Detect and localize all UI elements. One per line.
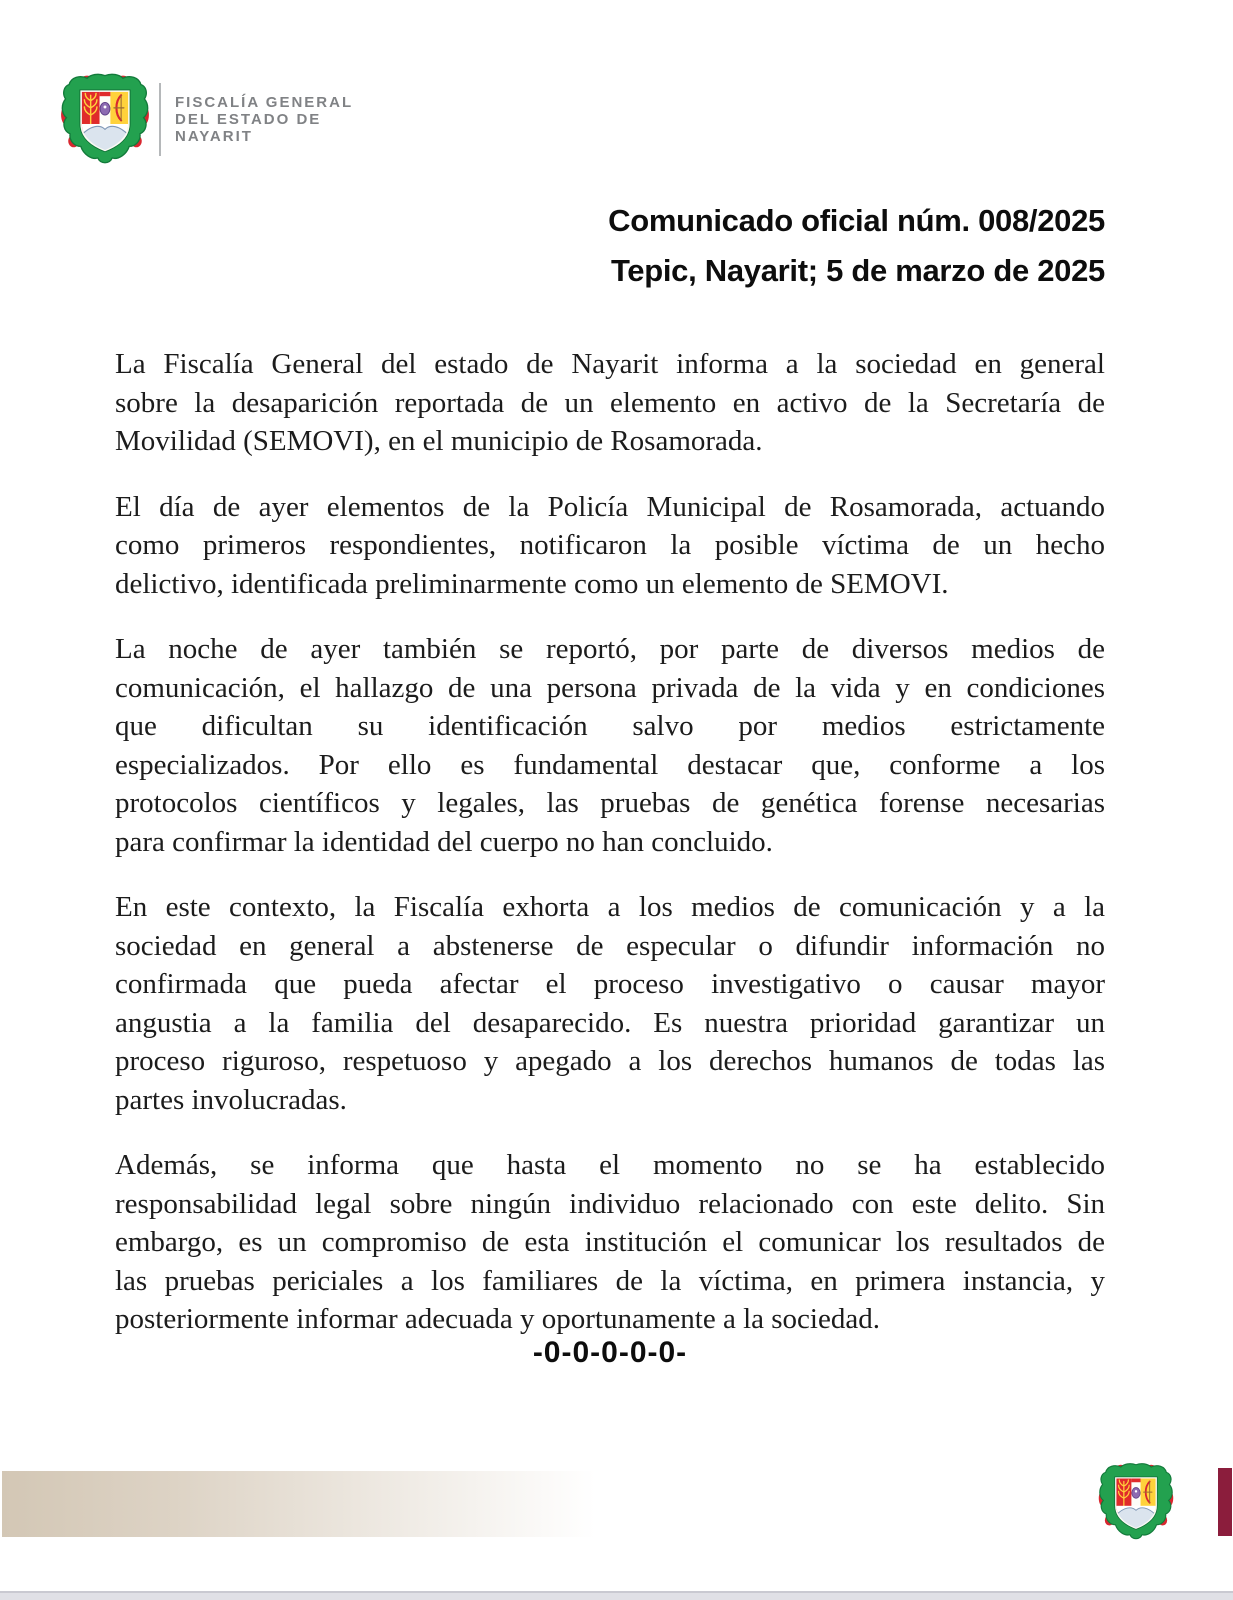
text-line: angustia a la familia del desaparecido. Es nuestra prioridad garantizar un [115,1006,1105,1039]
title-line-number: Comunicado oficial núm. 008/2025 [608,203,1105,238]
nayarit-crest-icon [60,72,150,167]
footer-maroon-bar [1218,1468,1232,1536]
text-line: delictivo, identificada preliminarmente como un elemento de SEMOVI. [115,567,949,600]
title-line-dateline: Tepic, Nayarit; 5 de marzo de 2025 [610,253,1105,288]
text-line: El día de ayer elementos de la Policía Municipal de Rosamorada, actuando [115,490,1105,523]
page-bottom-edge [0,1591,1233,1600]
footer-gradient-bar [2,1471,620,1537]
nayarit-crest-icon [1098,1460,1174,1544]
text-line: proceso riguroso, respetuoso y apegado a los derechos humanos de todas las [115,1045,1105,1077]
text-line: Además, se informa que hasta el momento no se ha establecido [115,1149,1105,1181]
closing-separator: -0-0-0-0-0- [532,1336,688,1369]
text-line: posteriormente informar adecuada y oportunamente a la sociedad. [115,1303,880,1335]
text-line: embargo, es un compromiso de esta institución el comunicar los resultados de [115,1226,1105,1258]
text-line: partes involucradas. [115,1083,347,1116]
text-line: comunicación, el hallazgo de una persona privada de la vida y en condiciones [115,671,1105,704]
header-divider [159,83,161,156]
text-line: La Fiscalía General del estado de Nayarit informa a la sociedad en general [115,348,1105,380]
text-line: como primeros respondientes, notificaron la posible víctima de un hecho [115,529,1105,561]
text-line: sobre la desaparición reportada de un elemento en activo de la Secretaría de [115,386,1105,419]
document-body [115,345,1105,1366]
text-line: las pruebas periciales a los familiares de la víctima, en primera instancia, y [115,1264,1105,1297]
text-line: confirmada que pueda afectar el proceso investigativo o causar mayor [115,968,1105,1000]
text-line: especializados. Por ello es fundamental destacar que, conforme a los [115,748,1105,781]
paragraph [115,1146,1105,1339]
letterhead [60,72,353,167]
text-line: para confirmar la identidad del cuerpo no han concluido. [115,825,773,858]
paragraph [115,888,1105,1119]
text-line: protocolos científicos y legales, las pruebas de genética forense necesarias [115,787,1105,819]
org-name [175,94,353,145]
text-line: que dificultan su identificación salvo por medios estrictamente [115,710,1105,742]
org-name-line: DEL ESTADO DE [175,111,322,128]
paragraph [115,630,1105,861]
text-line: La noche de ayer también se reportó, por parte de diversos medios de [115,633,1105,665]
document-title [115,196,1105,296]
text-line: responsabilidad legal sobre ningún individuo relacionado con este delito. Sin [115,1187,1105,1220]
paragraph [115,488,1105,604]
org-name-line: FISCALÍA GENERAL [175,94,354,111]
text-line: sociedad en general a abstenerse de especular o difundir información no [115,929,1105,962]
text-line: Movilidad (SEMOVI), en el municipio de Rosamorada. [115,425,763,457]
org-name-line: NAYARIT [175,128,253,145]
paragraph [115,345,1105,461]
text-line: En este contexto, la Fiscalía exhorta a los medios de comunicación y a la [115,891,1105,923]
